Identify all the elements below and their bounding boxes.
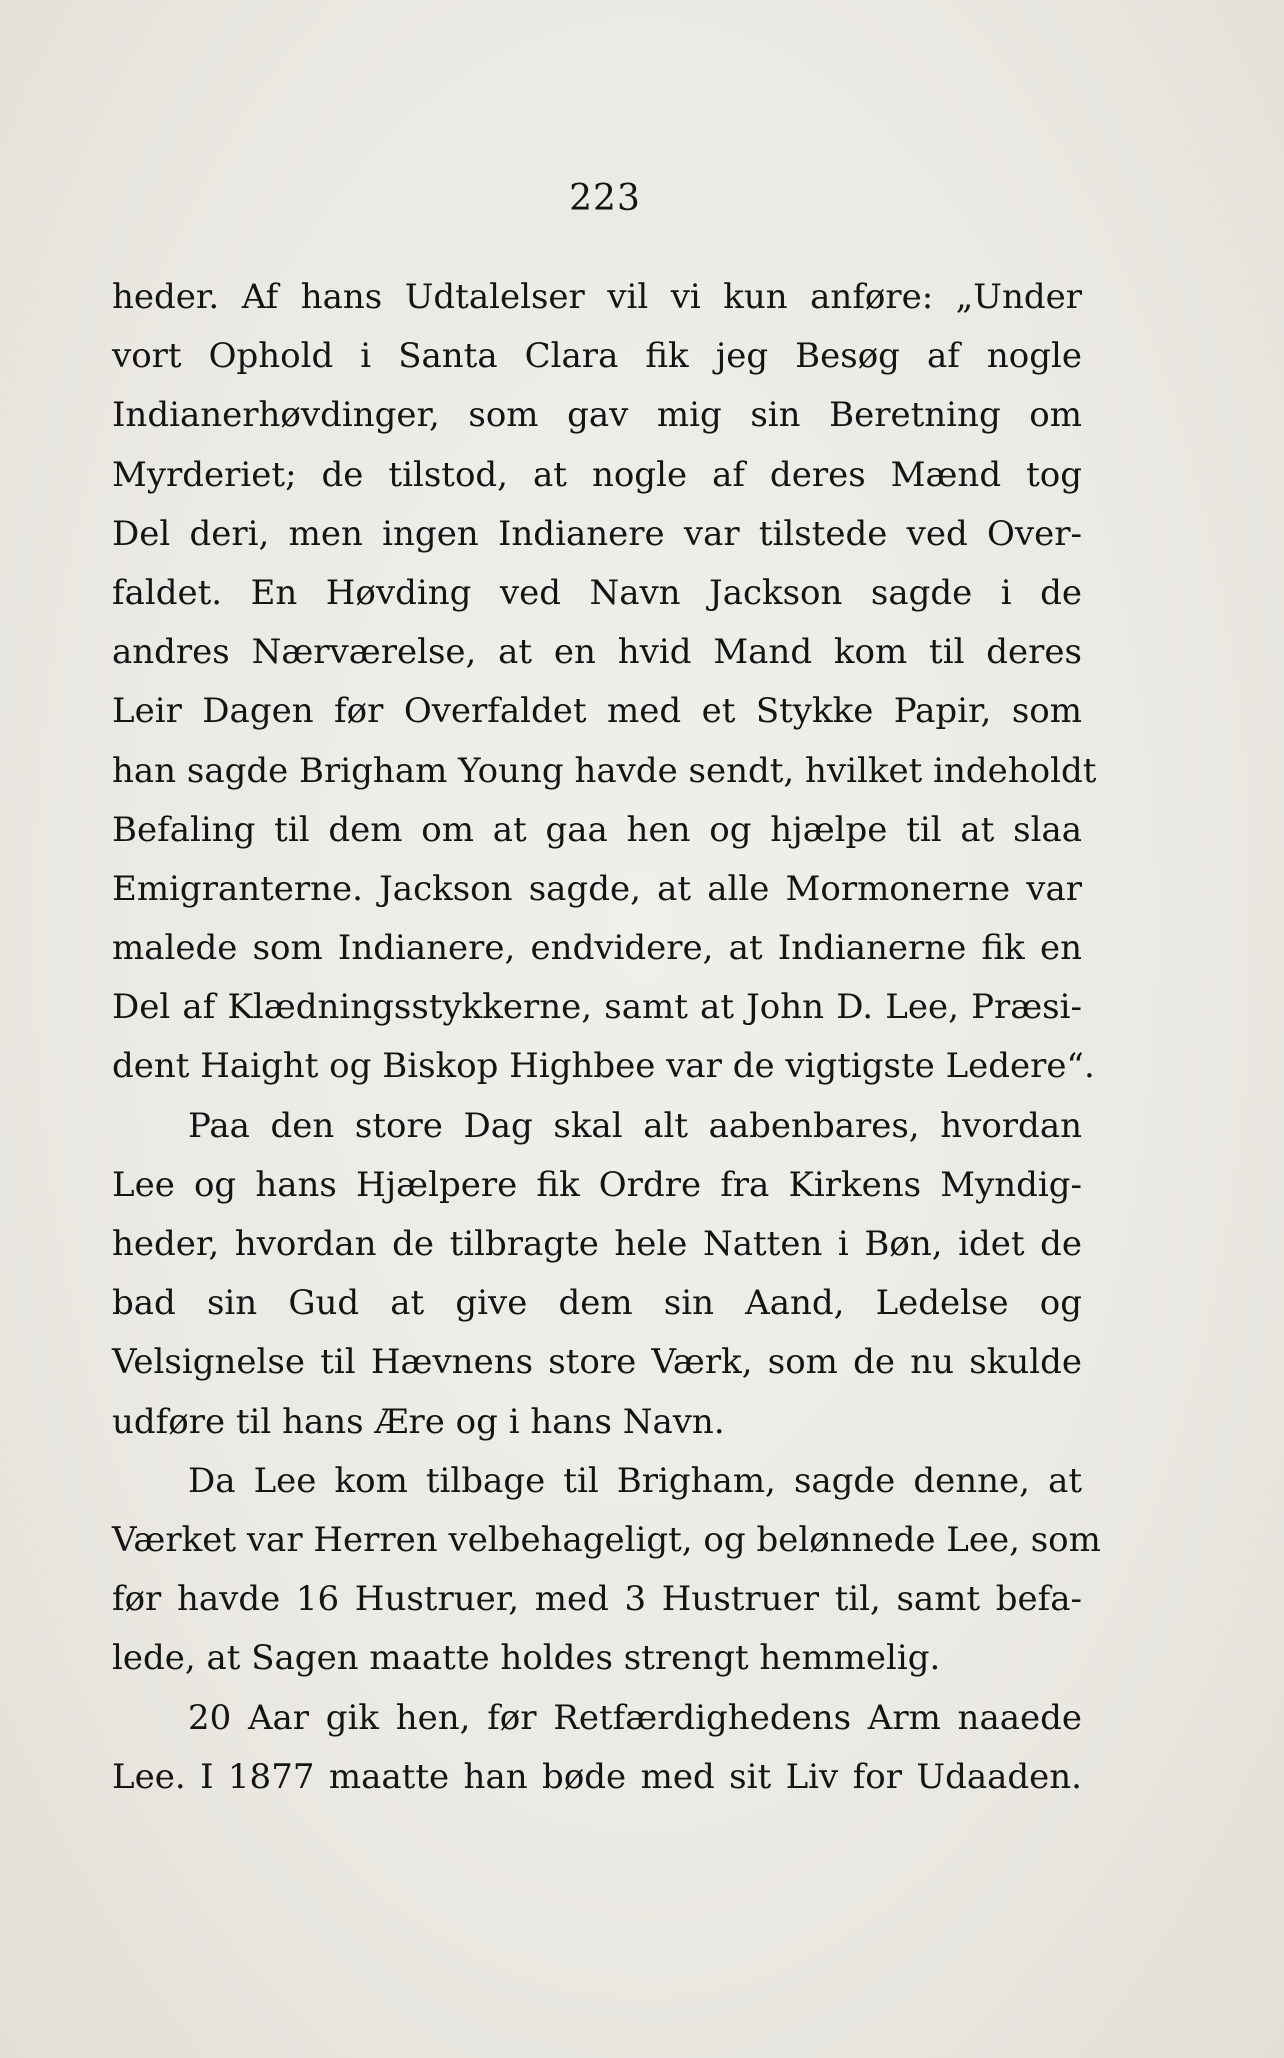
text-line: andres Nærværelse, at en hvid Mand kom til deres (112, 632, 1082, 673)
text-line: 20 Aar gik hen, før Retfærdighedens Arm naaede (188, 1697, 1082, 1738)
text-line: vort Ophold i Santa Clara fik jeg Besøg af nogle (112, 336, 1082, 377)
text-line: Paa den store Dag skal alt aabenbares, hvordan (188, 1105, 1082, 1146)
text-line: heder, hvordan de tilbragte hele Natten i Bøn, idet de (112, 1224, 1082, 1264)
text-line: Emigranterne. Jackson sagde, at alle Mormonerne var (112, 868, 1082, 909)
text-line: udføre til hans Ære og i hans Navn. (112, 1401, 725, 1442)
text-line: Befaling til dem om at gaa hen og hjælpe til at slaa (112, 809, 1082, 850)
text-line: Værket var Herren velbehageligt, og belønnede Lee, som (112, 1519, 1101, 1560)
text-line: Da Lee kom tilbage til Brigham, sagde denne, at (188, 1460, 1082, 1501)
text-line: Myrderiet; de tilstod, at nogle af deres Mænd tog (112, 454, 1082, 495)
text-line: Velsignelse til Hævnens store Værk, som de nu skulde (112, 1342, 1082, 1383)
text-line: lede, at Sagen maatte holdes strengt hemmelig. (112, 1638, 941, 1679)
text-line: Del deri, men ingen Indianere var tilstede ved Over- (112, 513, 1082, 554)
text-line: dent Haight og Biskop Highbee var de vigtigste Ledere“. (112, 1046, 1095, 1087)
text-line: Lee og hans Hjælpere fik Ordre fra Kirkens Myndig- (112, 1164, 1082, 1205)
body-text (112, 268, 1101, 1807)
text-line: Lee. I 1877 maatte han bøde med sit Liv for Udaaden. (112, 1756, 1082, 1797)
text-line: han sagde Brigham Young havde sendt, hvilket indeholdt (112, 750, 1097, 791)
text-line: bad sin Gud at give dem sin Aand, Ledelse og (112, 1283, 1082, 1324)
text-line: malede som Indianere, endvidere, at Indianerne fik en (112, 928, 1082, 969)
text-line: før havde 16 Hustruer, med 3 Hustruer til, samt befa- (112, 1579, 1082, 1620)
page-number: 223 (569, 178, 641, 219)
text-line: faldet. En Høvding ved Navn Jackson sagde i de (112, 572, 1082, 613)
text-line: Leir Dagen før Overfaldet med et Stykke Papir, som (112, 691, 1082, 732)
text-line: Del af Klædningsstykkerne, samt at John D. Lee, Præsi- (112, 987, 1082, 1028)
text-line: Indianerhøvdinger, som gav mig sin Beretning om (112, 395, 1082, 436)
text-line: heder. Af hans Udtalelser vil vi kun anføre: „Under (112, 277, 1082, 317)
